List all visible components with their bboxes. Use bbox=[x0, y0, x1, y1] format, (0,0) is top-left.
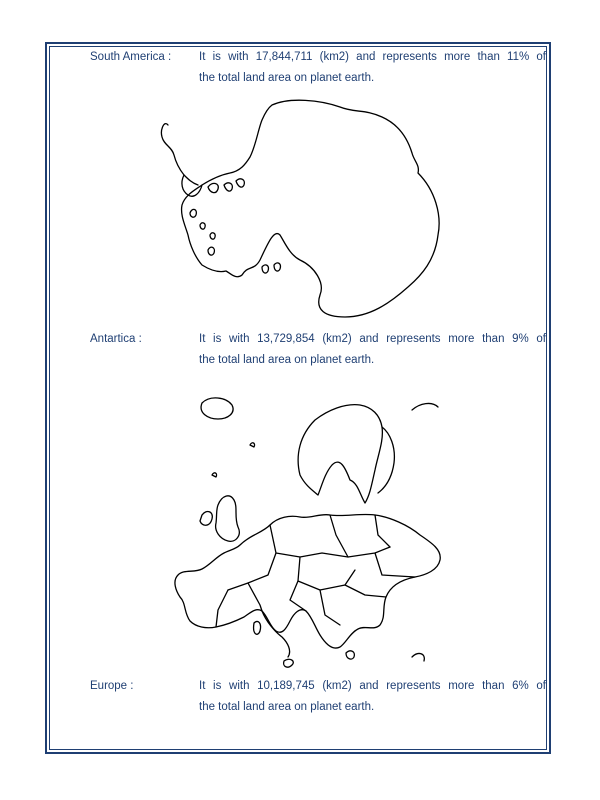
antarctica-map-icon bbox=[150, 95, 450, 325]
description-line: It is with 10,189,745 (km2) and represents more than 6% of bbox=[199, 680, 546, 692]
entry-label-europe: Europe : bbox=[90, 680, 134, 692]
europe-map-icon bbox=[150, 385, 450, 675]
description-line: the total land area on planet earth. bbox=[199, 354, 375, 366]
description-line: It is with 17,844,711 (km2) and represents more than 11% of bbox=[199, 51, 546, 63]
entry-description-antarctica bbox=[199, 329, 546, 371]
entry-description-south-america bbox=[199, 47, 546, 89]
description-line: It is with 13,729,854 (km2) and represents more than 9% of bbox=[199, 333, 546, 345]
entry-label-antarctica: Antartica : bbox=[90, 333, 142, 345]
entry-description-europe bbox=[199, 676, 546, 718]
description-line: the total land area on planet earth. bbox=[199, 701, 375, 713]
entry-label-south-america: South America : bbox=[90, 51, 172, 63]
description-line: the total land area on planet earth. bbox=[199, 72, 375, 84]
